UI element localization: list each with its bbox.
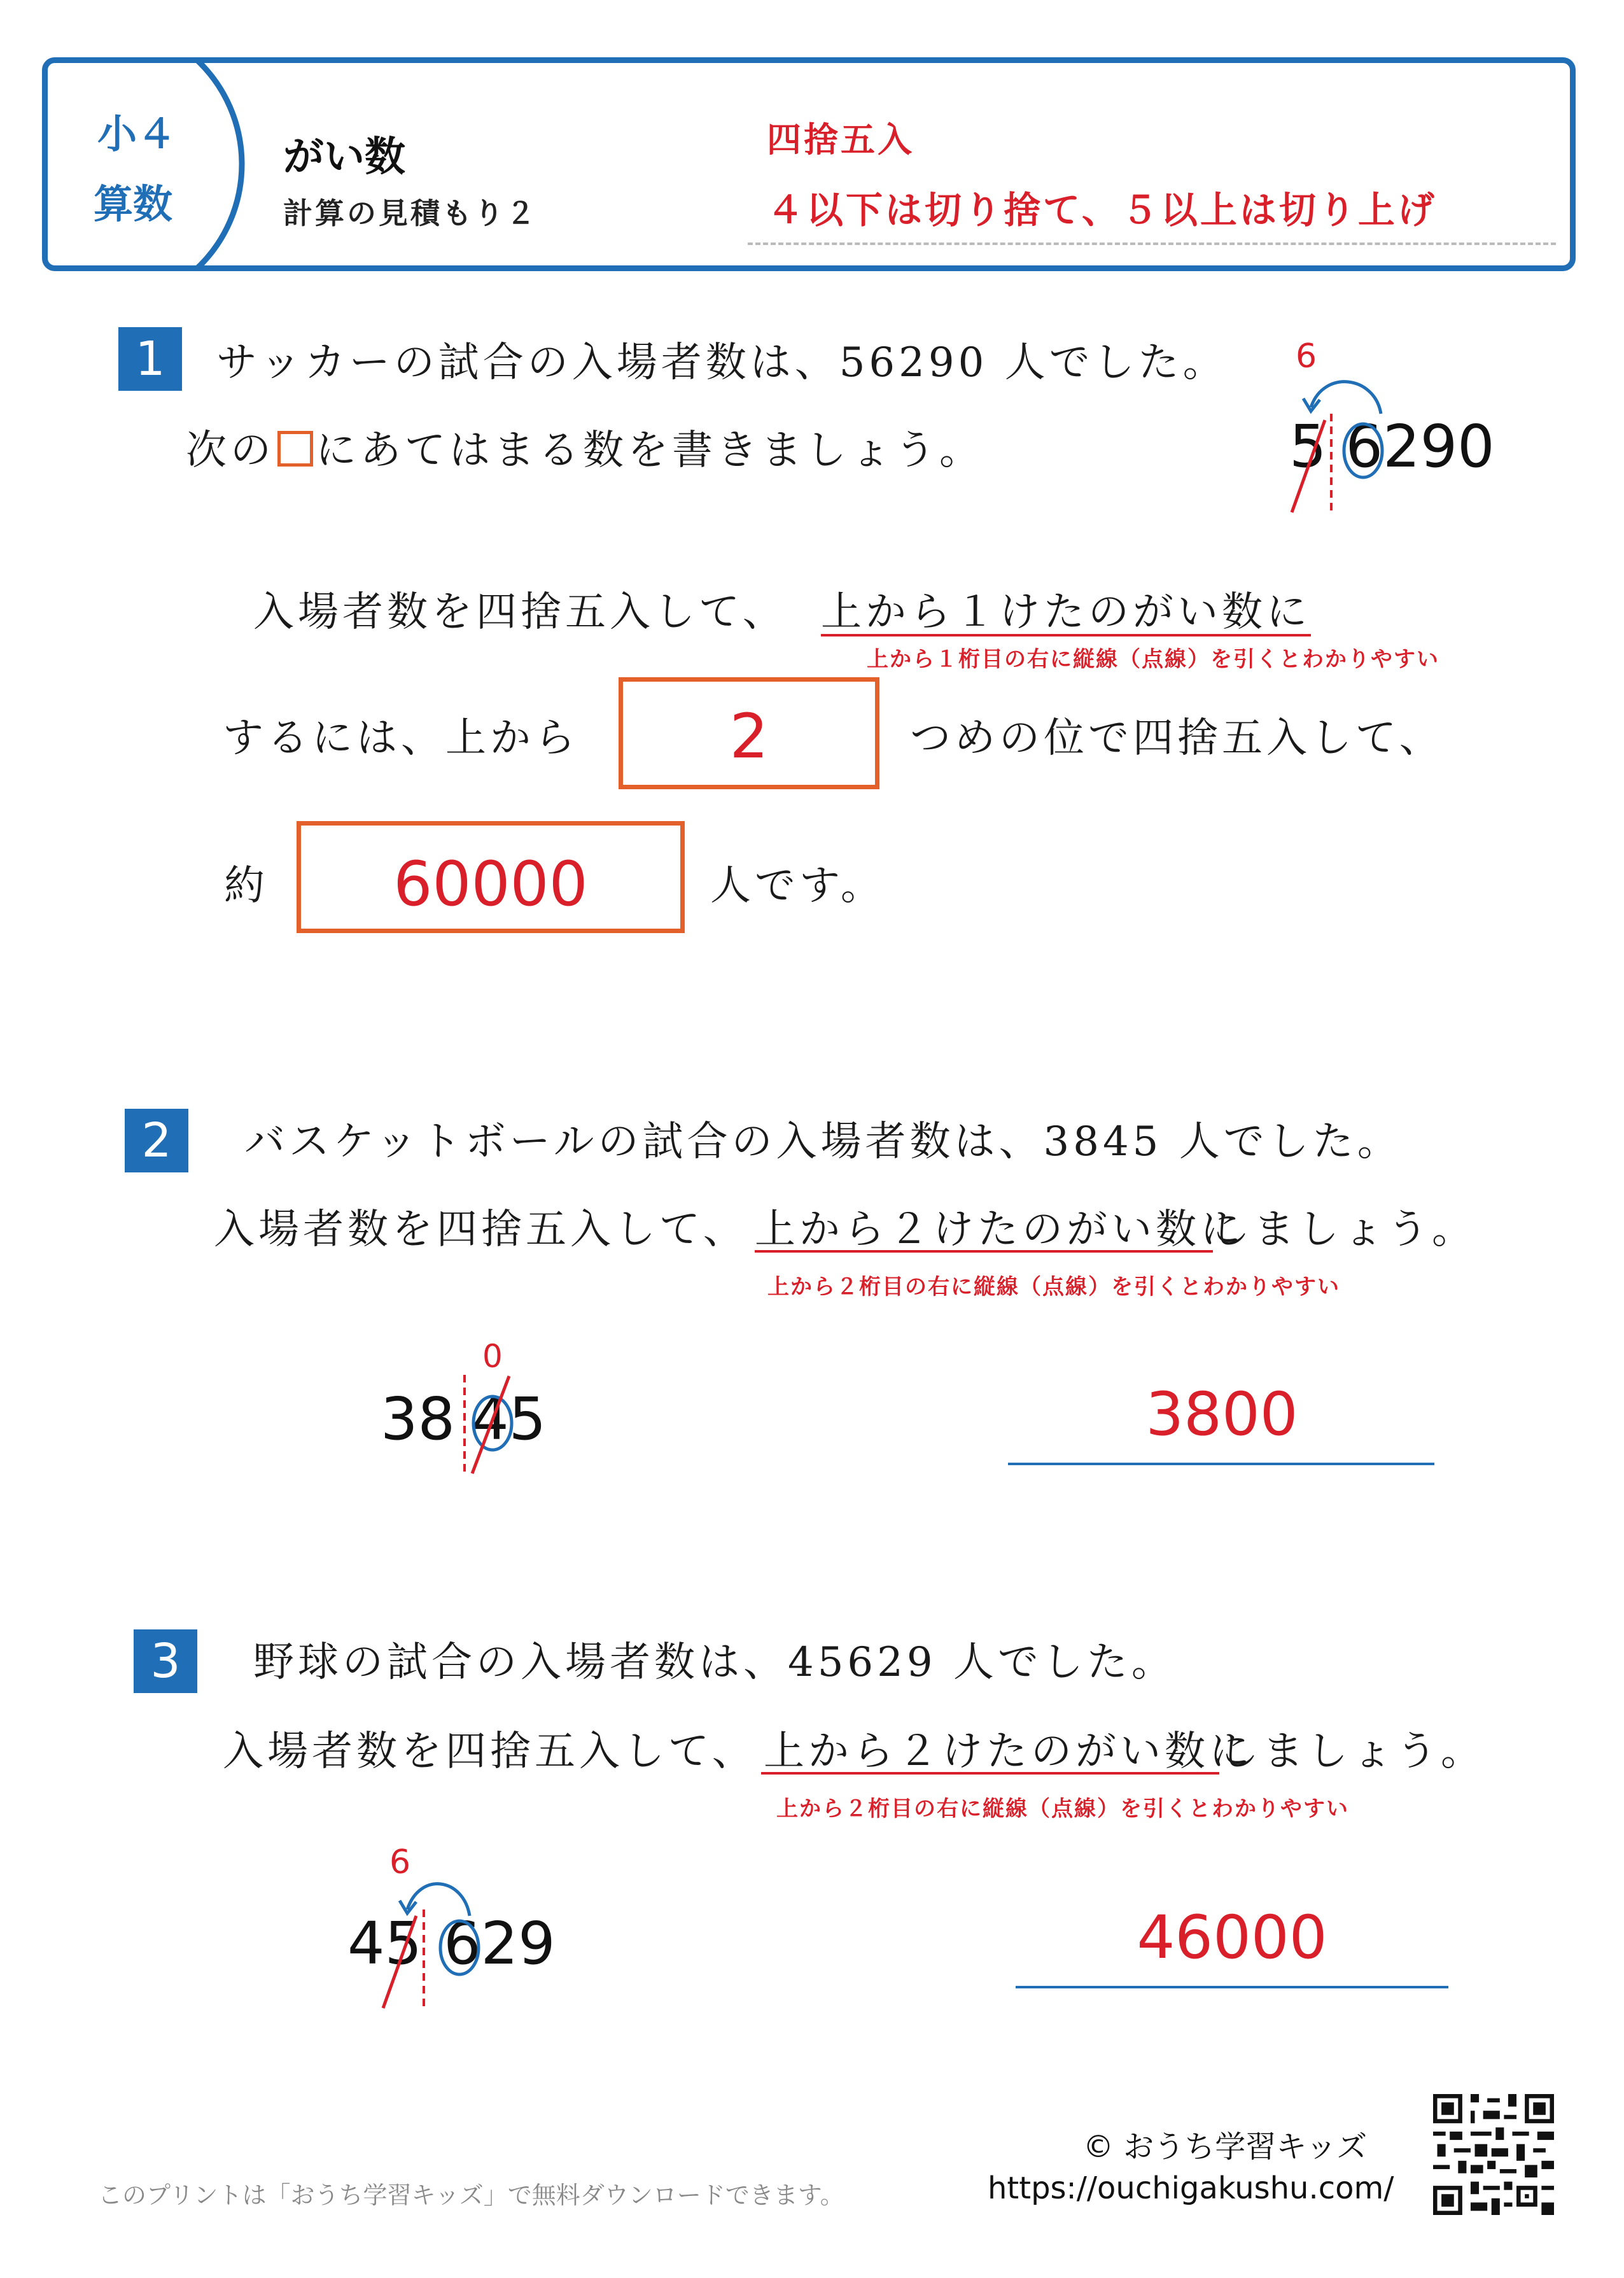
header-divider-curve [188, 57, 277, 271]
problem2-question-line1: バスケットボールの試合の入場者数は、3845 人でした。 [244, 1118, 1402, 1165]
problem3-question-line2-pre: 入場者数を四捨五入して、 [223, 1728, 757, 1775]
problem1-sentence1-pre: 入場者数を四捨五入して、 [253, 589, 787, 636]
problem3-answer: 46000 [1137, 1903, 1327, 1972]
problem3-question-line2-underlined: 上から２けたのがい数に [764, 1728, 1254, 1775]
rounding-marks-icon [1273, 407, 1400, 522]
diagram-digit-circled: 6 [1345, 412, 1383, 481]
problem1-sentence3-post: 人です。 [710, 862, 885, 910]
grade-label: 小４ [97, 111, 177, 157]
answer-line[interactable] [1016, 1986, 1448, 1988]
carry-digit: 6 [389, 1843, 411, 1881]
rounding-marks-icon [445, 1368, 535, 1483]
problem3-hint: 上から２桁目の右に縦線（点線）を引くとわかりやすい [776, 1796, 1349, 1822]
hint-underline [761, 1772, 1219, 1775]
answer-box-digit-position[interactable] [619, 677, 879, 789]
problem1-sentence2-post: つめの位で四捨五入して、 [910, 715, 1444, 762]
blank-box-icon [277, 431, 313, 467]
answer1-value: 2 [729, 701, 769, 772]
page-title: がい数 [283, 134, 405, 181]
problem3-question-line1: 野球の試合の入場者数は、45629 人でした。 [253, 1639, 1176, 1686]
carry-digit: 0 [482, 1338, 503, 1375]
answer-box-approximate[interactable] [297, 821, 685, 933]
problem3-question-line2-post: しましょう。 [1218, 1728, 1485, 1775]
problem-number-badge: 2 [125, 1109, 188, 1172]
diagram-digit-left: 5 [1289, 412, 1327, 481]
problem1-question-line2-pre: 次の [186, 427, 275, 474]
footer-url[interactable]: https://ouchigakushu.com/ [988, 2170, 1394, 2206]
diagram-digit-circled: 4 [472, 1385, 509, 1453]
problem1-sentence3-pre: 約 [224, 862, 269, 910]
diagram-digit-right: 29 [480, 1909, 556, 1978]
hint-underline [755, 1250, 1213, 1253]
problem1-hint: 上から１桁目の右に縦線（点線）を引くとわかりやすい [867, 647, 1439, 672]
problem-number-badge: 1 [118, 327, 182, 391]
problem-number-badge: 3 [134, 1629, 197, 1693]
diagram-digit-right: 5 [508, 1385, 547, 1453]
worksheet-header [42, 57, 1576, 271]
header-dashed-divider [748, 243, 1556, 245]
diagram-digit-left: 38 [381, 1385, 456, 1453]
problem1-question-line1: サッカーの試合の入場者数は、56290 人でした。 [216, 339, 1228, 386]
subject-label: 算数 [94, 181, 173, 227]
problem2-hint: 上から２桁目の右に縦線（点線）を引くとわかりやすい [767, 1274, 1340, 1300]
rounding-marks-icon [369, 1903, 484, 2018]
footer-notice: このプリントは「おうち学習キッズ」で無料ダウンロードできます。 [98, 2181, 844, 2209]
carry-digit: 6 [1296, 337, 1317, 376]
diagram-digit-left: 45 [347, 1909, 423, 1978]
problem1-sentence2-pre: するには、上から [223, 715, 579, 762]
problem2-question-line2-underlined: 上から２けたのがい数に [755, 1206, 1245, 1253]
problem2-answer: 3800 [1145, 1380, 1298, 1449]
page-subtitle: 計算の見積もり２ [283, 196, 538, 230]
footer-copyright: © おうち学習キッズ [1083, 2129, 1368, 2165]
problem1-sentence1-underlined: 上から１けたのがい数に [821, 589, 1311, 636]
rule-text: ４以下は切り捨て、５以上は切り上げ [767, 188, 1437, 232]
problem1-question-line2-post: にあてはまる数を書きましょう。 [316, 427, 984, 474]
diagram-digit-circled: 6 [444, 1909, 481, 1978]
answer-line[interactable] [1008, 1463, 1434, 1465]
problem1-question-line2 [186, 418, 984, 476]
qr-code-icon [1433, 2094, 1554, 2215]
rule-title: 四捨五入 [767, 120, 914, 160]
answer2-value: 60000 [393, 848, 588, 920]
problem2-question-line2-post: しましょう。 [1209, 1206, 1476, 1253]
problem2-question-line2-pre: 入場者数を四捨五入して、 [214, 1206, 748, 1253]
diagram-digit-right: 290 [1383, 412, 1495, 481]
hint-underline [821, 634, 1311, 636]
